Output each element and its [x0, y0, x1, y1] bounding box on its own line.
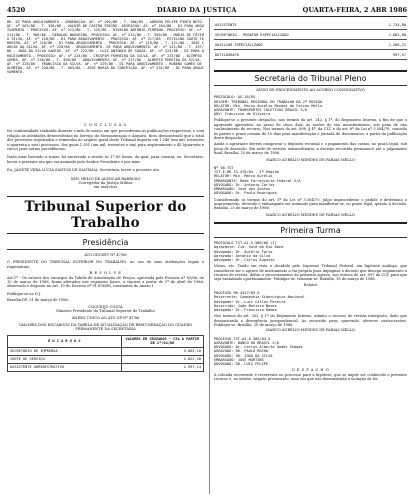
page-header: [7, 6, 407, 16]
table-row: [8, 363, 204, 371]
pleno-rule: [214, 85, 407, 86]
journal-name: DIÁRIO DA JUSTIÇA: [157, 6, 237, 14]
despacho-5: A colenda recorrente é recorrente no processo para a hipótese, que se impõe ser conhecido o presente recurso e, no mérito, negado provimento, uma vez que não demonstrada a violação de lei.: [214, 372, 407, 382]
case-block-3: PROTOCOLO TST-AI-5.586/86 (1) Agravante: Cia. Vale do Rio Doce Advogado: Dr. Aurélio Faria Agravado: Antônio da Silva Advogado: Dr. Carlos Augusto: [214, 241, 284, 262]
finance-value: 997,57: [368, 50, 407, 60]
right-column: [214, 20, 407, 381]
conclusion-heading: C O N C L U S Ã O: [84, 123, 127, 127]
despacho-2: Considerando os termos do art. 5º da Lei nº 5.584/70, julgo improcedente o pedido e determino o arquivamento, devendo o embargante ser intimado para manifestar-se, no prazo legal, quanto à decisão. Brasília, 25 de março de 1986.: [214, 197, 407, 211]
finance-row: [214, 50, 407, 60]
finance-label: ASSISTENTE: [214, 20, 368, 30]
signatory-name: SEN. HELIO DE ALENCAR BARROSO: [70, 176, 141, 181]
table-cell-label: ASSISTENTE ADMINISTRATIVO: [8, 363, 122, 371]
act-intro: O PRESIDENTE DO TRIBUNAL SUPERIOR DO TRABALHO, no uso de suas atribuições legais e regimentais,: [7, 260, 204, 269]
table-row: [8, 355, 204, 363]
signature-2: MARCO AURÉLIO MENDES DE FARIAS MELLO: [266, 212, 355, 217]
table-header-row: [8, 335, 204, 347]
signature-1: MARCO AURÉLIO MENDES DE FARIAS MELLO: [266, 157, 355, 162]
table-cell-value: 5.665,16: [121, 347, 203, 355]
header-rule: [7, 16, 407, 17]
issue-date: QUARTA-FEIRA, 2 ABR 1986: [302, 6, 407, 14]
column-divider: [209, 18, 210, 494]
table-row: [8, 347, 204, 355]
column-header-valor: VALORES EM CRUZADOS - CZ$ A PARTIR DE 1º/04/86: [121, 335, 203, 347]
signature-4: MARCO AURÉLIO MENDES DE FARIAS MELLO: [266, 328, 355, 333]
conclusion-text: Na conformidade realizada durante o mês de março em que procederam as publicações respectivas, e com relação às atividades desenvolvidas no Serviço de Movimentação e Arquivo, ficou demonstrado que o total dos processos registrados e remetidos ao arquivo geral deste Tribunal importa em 1.346 (um mil, trezentos e quarenta e seis) processos, dos quais 1.301 (um mil, trezentos e um) para arquivamento e 45 (quarenta e cinco) para outras providências.: [7, 129, 204, 152]
finance-value: 1.682,80: [368, 30, 407, 40]
despacho-1: Publique-se o presente despacho, nos termos do art. 242, § 1º, do Regimento Interno, a fim de que o agravante apresente, no prazo de cinco dias, as razões do seu inconformismo, sob pena de não conhecimento do recurso. Nos termos do art. 898, § 4º, da CLT, e do art. 6º da Lei nº 5.584/70, concedo às partes o prazo comum de 10 dias para manifestação e juntada de documentos, a partir da publicação deste despacho.: [214, 118, 407, 141]
left-column: [7, 20, 207, 372]
annex-reference: ANEXO ÚNICO AO ATO GP-Nº 47/86: [71, 316, 140, 321]
minister-role: Ministro Presidente do Tribunal Superior do Trabalho: [56, 308, 155, 313]
resolve-heading: R E S O L V E: [89, 271, 122, 276]
finance-value: 1.734,80: [368, 20, 407, 30]
signature-3: Relator: [303, 282, 318, 287]
minister-name: COQUEIJO COSTA: [88, 304, 123, 309]
despacho-5-heading: D E S P A C H O: [291, 368, 330, 373]
finance-label: DATILÓGRAFO: [214, 50, 368, 60]
finance-table: [214, 20, 407, 60]
finance-value: 1.266,31: [368, 40, 407, 50]
place-date: Brasília-DF, 31 de março de 1986.: [7, 298, 69, 303]
table-cell-label: CHEFE DE SERVIÇO: [8, 355, 122, 363]
despacho-1b: Ainda o agravante deverá comprovar o depósito recursal e o pagamento das custas, no prazo legal, sob pena de deserção. Em sede de recurso extraordinário, a decisão recorrida permanece até o julgamento final. Brasília, 25 de março de 1986.: [214, 142, 407, 156]
presidency-title: Presidência: [82, 237, 129, 247]
signatory-note: em exercício: [93, 185, 118, 190]
turma-rule-top: [214, 222, 407, 224]
finance-row: [214, 30, 407, 40]
page-number: 4520: [7, 6, 26, 14]
signatory-role: Corregedor da Justiça Militar: [78, 181, 133, 186]
finance-label: SECRETÁRIO - REDATOR ESPECIALIZADO: [214, 30, 368, 40]
pleno-title: Secretaria do Tribunal Pleno: [254, 74, 367, 83]
table-cell-label: SECRETÁRIO DE IMPRENSA: [8, 347, 122, 355]
publication-text: Publique-se no D.J.: [7, 291, 42, 296]
closing-text: Nada mais havendo a tratar, foi encerrada a sessão às 17:00 horas, da qual, para constar, eu, Secretário, lavrei a presente ata que vai assinada pelo Senhor Presidente e por mim.: [7, 155, 204, 164]
turma-rule-bottom: [214, 237, 407, 238]
finance-row: [214, 20, 407, 30]
table-caption: VALORES DOS ENCARGOS DA TABELA DE ATUALIZAÇÃO DE REMUNERAÇÃO DO QUADRO PERMANENTE DA SECRETARIA: [18, 322, 193, 332]
turma-title: Primeira Turma: [280, 226, 341, 236]
case-block-1: PROTOCOLO: AG-18/85 ORIGEM: TRIBUNAL REGIONAL DO TRABALHO DA 2ª REGIÃO RELATOR: Min. Marco Aurélio Mendes de Farias Mello AGRAVANTE: TRANSPORTES COLETIVOS BRASIL S/A ADV: Francisco de Oliveira: [214, 95, 323, 117]
pleno-subtitle: AVISO DE PROCEDIMENTO AO ACORDO CONSIGNATIVO: [256, 88, 365, 92]
despacho-3: Vistos, etc. Tendo em vista o decidido pelo Supremo Tribunal Federal, em hipótese análoga, que considerou ser o agravo de instrumento a via própria para impugnar a decisão que denega seguimento a recurso de revista, defiro o processamento do presente agravo, nos termos do art. 897 da CLT, para que seja examinado oportunamente. Publique-se. Intimem-se. Brasília, 18 de março de 1986.: [214, 264, 407, 282]
table-cell-value: 1.997,14: [121, 363, 203, 371]
finance-row: [214, 40, 407, 50]
column-header-encargo: E N C A R G O S: [8, 335, 122, 347]
case-block-2: Nº 00-TST TST-E-RR 13.476/84 - 1ª Região RELATOR: Min. Marco Aurélio EMBARGANTE: Rede Ferroviária Federal S/A ADVOGADO: Dr. Antonio Carlos EMBARGADO: José dos Santos ADVOGADO: Dr. Paulo Rodrigues: [214, 166, 301, 196]
tst-title: Tribunal Superior do Trabalho: [24, 198, 187, 231]
section-rule: [214, 70, 407, 72]
tst-title-box: [7, 196, 204, 234]
case-block-5: PROCESSO TST-AI-6.385/84.5 AGRAVANTE: BANCO DO BRASIL S/A ADVOGADO: Dr. Carlos Alberto Gomes Chagas AGRAVADO: DR. PAULO ROCHA ADVOGADO: DR. JOÃO DA SILVA EMBARGADO: JOSÉ MARTINS ADVOGADO: DR. LUIZ FELIPE: [214, 336, 303, 367]
table-cell-value: 2.822,38: [121, 355, 203, 363]
signature-text: Eu, JANETE VERA LÚCIA SANTOS DE SANTANA, Secretária, lavrei a presente ata.: [7, 168, 160, 173]
despacho-4: Nos termos do art. 352, § 1º do Regimento Interno, admito o recurso de revista interposto, dado que demonstrada a divergência jurisprudencial. Ao recorrido para, querendo, oferecer contra-razões. Publique-se. Brasília, 20 de março de 1986.: [214, 314, 407, 327]
case-block-4: PROCESSO RR-4427/85.5 Recorrente: Companhia Siderúrgica Nacional Advogado: Dr. Luiz Carlos Pereira Recorrido: João Batista Neves Advogado: Dr. Francisco Ramos: [214, 291, 305, 312]
act-text: Art.1º - Os valores dos encargos da Tabela de Atualização de Preços, aprovada pela Portaria nº 83/86, de 10 de março de 1986, ficam alterados nas seguintes bases, a vigorar a partir de 1º de abril de 1986, observado o disposto no Art. 19 do Decreto nº 91.856/86, constantes do Anexo I.: [7, 275, 204, 289]
encargos-table: [7, 335, 204, 372]
act-number: ATO.GDGSET Nº 47/86: [84, 252, 127, 257]
lead-text: RR. DI PARA ARQUIVAMENTO - ORDENAÇÃO: AF. nº 202/86 - T. 306/85 - ARRUDA FELIPE PINTO NETO. AF. nº 203/86 - T. 338/86 - VALDIR DE CASTRO FREIRE. DESPACHO: AF. nº 204/86 - DI PARA ARQUIVAMENTO - PROCESSO: AF. nº 213/86 - T. 325/86 - RIVALDO ANTONIO FIRMINO. PROCESSO: AF. nº 214/86 - T. 366/86 - GERALDO NOGUEIRA. PROCESSO: AF. nº 215/86 - T. 399/86 - MARIA DE FÁTIMA SILVA. AF. nº 216/86 - DI PARA ARQUIVAMENTO - PROCESSO: AF. nº 217/86 - ESTELINA SOUTO FERREIRA. AF. nº 218/86 - DI PARA ARQUIVAMENTO - PROCESSO: AF. nº 219/86 - T. 421/86 - JOSÉ CARLOS DA SILVA. AF. nº 220/86 - ARQUIVAMENTO. DI PARA ARQUIVAMENTO. AF. nº 221/86 - T. 437/86 - JOÃO DA SILVA SANTOS. AF. nº 222/86 - LUIZ ANTÔNIO DE SOUZA. AF. nº 223/86 - DI PARA ARQUIVAMENTO - PROCESSO: AF. nº 224/86 - CRISPIM FERREIRA DA SILVA. AF. nº 225/86 - OLÍMPIO GOMES. AF. nº 226/86 - T. 456/86 - ARQUIVAMENTO. AF. nº 227/86 - ALBERTO PEREIRA DA SILVA. AF. nº 228/86 - FRANCISCO DA SILVA. AF. nº 229/86 - DI PARA ARQUIVAMENTO - RUBENS GOMES DE ALMEIDA. AF. nº 230/86 - T. 463/86 - JOSÉ MARIA DA CONCEIÇÃO. AF. nº 231/86 - DI PARA ARQUIVAMENTO.: [7, 20, 207, 75]
presidency-rule: [7, 249, 204, 250]
finance-label: AUXILIAR ESPECIALIZADO: [214, 40, 368, 50]
